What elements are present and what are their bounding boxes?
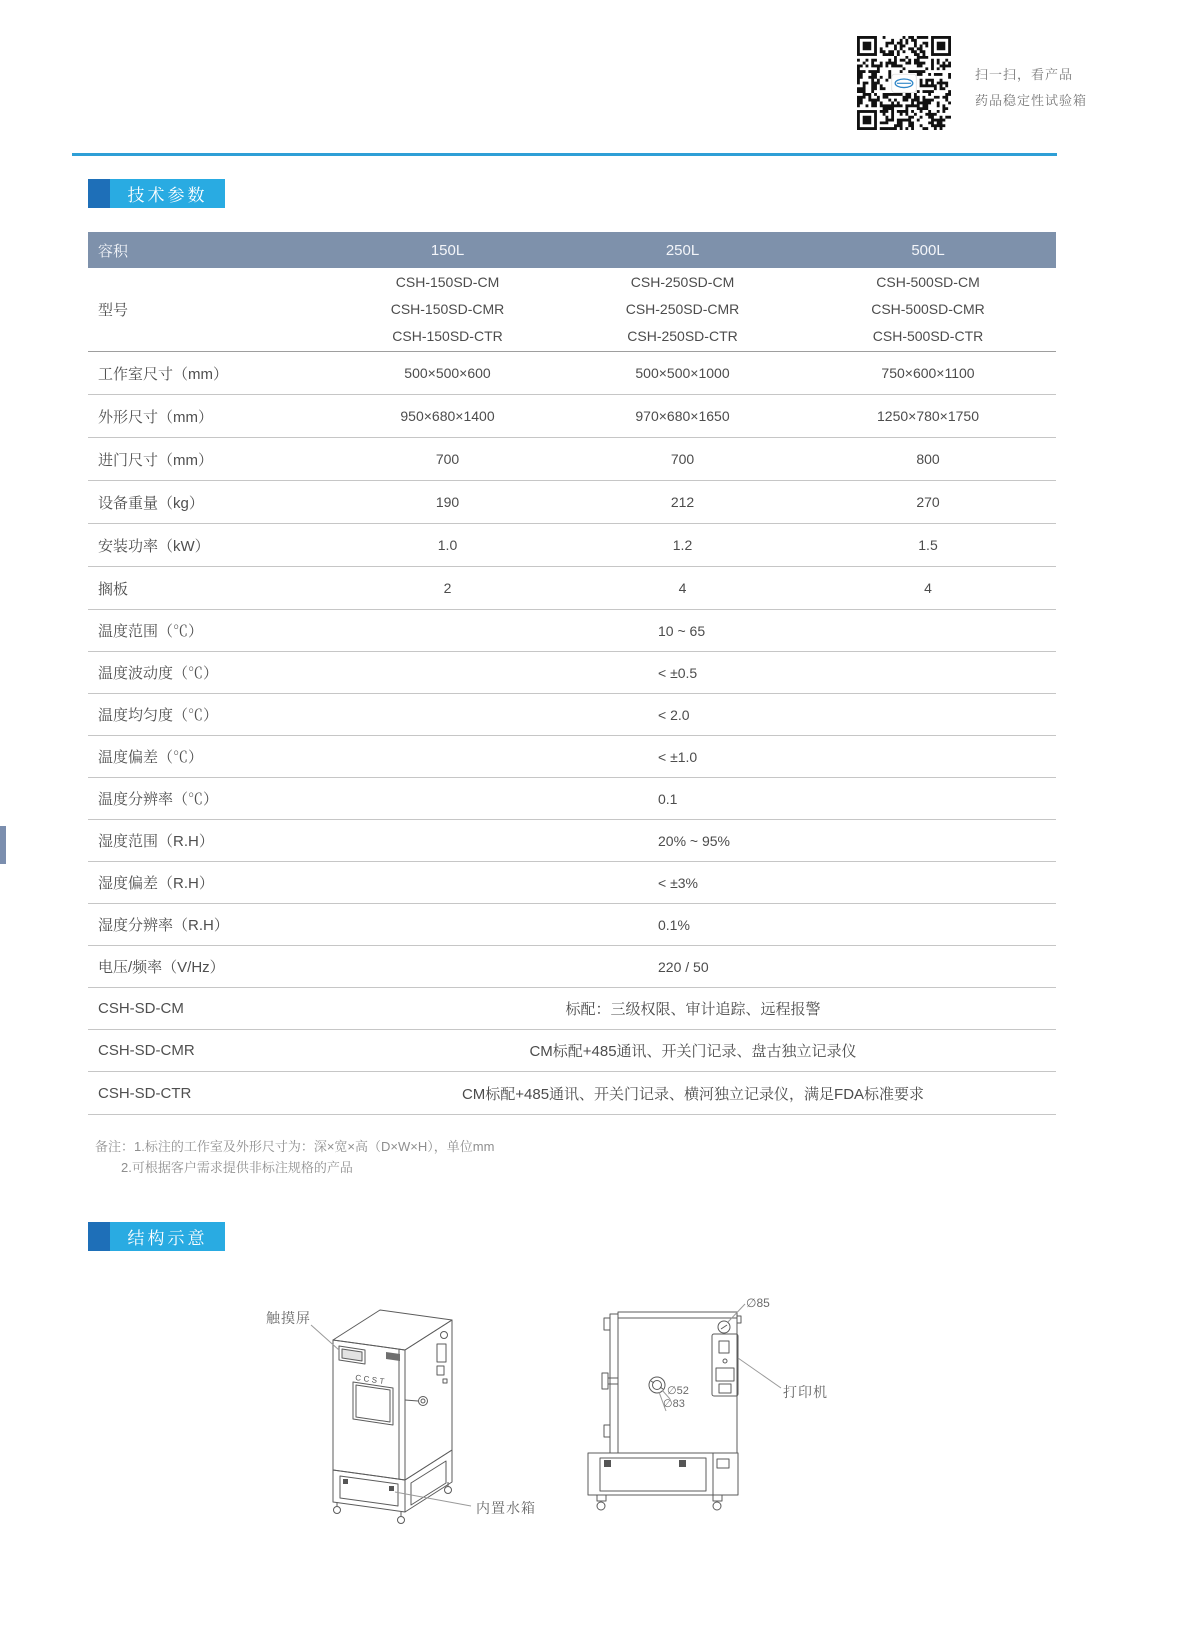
printer-leader xyxy=(738,1358,781,1388)
door-handle xyxy=(419,1397,428,1406)
dia83-dimension-label: ∅83 xyxy=(663,1398,685,1410)
row-temp-fluctuation: 温度波动度（℃） < ±0.5 xyxy=(88,652,1056,694)
header-col-250l: 250L xyxy=(665,241,700,259)
touch-screen-leader xyxy=(311,1325,339,1350)
door-window xyxy=(353,1382,393,1425)
row-shelves: 搁板 2 4 4 xyxy=(88,567,1056,610)
note-line-2: 2.可根据客户需求提供非标注规格的产品 xyxy=(121,1160,353,1175)
caster xyxy=(713,1502,721,1510)
cabinet-body xyxy=(618,1312,737,1453)
qr-code-image xyxy=(857,36,951,130)
cabinet-top-face xyxy=(333,1310,452,1350)
caster xyxy=(334,1507,341,1514)
title-text: 技术参数 xyxy=(110,179,225,208)
row-voltage-frequency: 电压/频率（V/Hz） 220 / 50 xyxy=(88,946,1056,988)
caster xyxy=(445,1487,452,1494)
water-tank-label: 内置水箱 xyxy=(476,1500,536,1516)
row-config-ctr: CSH-SD-CTR CM标配+485通讯、开关门记录、横河独立记录仪，满足FDA标准要求 xyxy=(88,1072,1056,1115)
qr-code xyxy=(857,36,951,135)
header-col-500l: 500L xyxy=(911,241,945,259)
row-temp-deviation: 温度偏差（℃） < ±1.0 xyxy=(88,736,1056,778)
title-accent-square xyxy=(88,1222,110,1251)
touch-screen-label: 触摸屏 xyxy=(266,1310,311,1326)
row-temp-resolution: 温度分辨率（℃） 0.1 xyxy=(88,778,1056,820)
qr-caption-line1: 扫一扫，看产品 xyxy=(975,67,1074,82)
qr-center-logo xyxy=(892,74,916,92)
dia52-dimension-label: ∅52 xyxy=(667,1385,689,1397)
header-col-150l: 150L xyxy=(430,241,465,259)
row-exterior-size: 外形尺寸（mm） 950×680×1400 970×680×1650 1250×780×1750 xyxy=(88,395,1056,438)
caster xyxy=(597,1502,605,1510)
row-temp-range: 温度范围（℃） 10 ~ 65 xyxy=(88,610,1056,652)
title-text: 结构示意 xyxy=(110,1222,225,1251)
note-line-1: 备注：1.标注的工作室及外形尺寸为：深×宽×高（D×W×H），单位mm xyxy=(95,1139,495,1154)
table-header-row xyxy=(88,232,1056,268)
row-chamber-size: 工作室尺寸（mm） 500×500×600 500×500×1000 750×600×1100 xyxy=(88,352,1056,395)
qr-caption-line2: 药品稳定性试验箱 xyxy=(975,93,1088,108)
page-edge-marker xyxy=(0,826,6,864)
row-config-cmr: CSH-SD-CMR CM标配+485通讯、开关门记录、盘古独立记录仪 xyxy=(88,1030,1056,1072)
row-model: 型号 CSH-150SD-CM CSH-150SD-CMR CSH-150SD-CTR CSH-250SD-CM CSH-250SD-CMR CSH-250SD-CTR CSH-500SD-CM CSH-500SD-CMR CSH-500SD-CTR xyxy=(88,268,1056,352)
spec-table xyxy=(88,232,1056,1115)
header-label: 容积 xyxy=(98,242,129,260)
caster xyxy=(398,1517,405,1524)
row-power: 安装功率（kW） 1.0 1.2 1.5 xyxy=(88,524,1056,567)
printer-panel xyxy=(712,1334,738,1396)
section-title-structure xyxy=(88,1222,225,1251)
row-humidity-resolution: 湿度分辨率（R.H） 0.1% xyxy=(88,904,1056,946)
door-handle xyxy=(602,1373,608,1389)
row-temp-uniformity: 温度均匀度（℃） < 2.0 xyxy=(88,694,1056,736)
title-accent-square xyxy=(88,179,110,208)
base-compartment xyxy=(588,1453,738,1495)
row-humidity-deviation: 湿度偏差（R.H） < ±3% xyxy=(88,862,1056,904)
row-config-cm: CSH-SD-CM 标配：三级权限、审计追踪、远程报警 xyxy=(88,988,1056,1030)
structure-diagram-isometric xyxy=(255,1240,555,1535)
section-title-tech-params xyxy=(88,179,225,208)
brand-badge xyxy=(386,1352,400,1361)
row-humidity-range: 湿度范围（R.H） 20% ~ 95% xyxy=(88,820,1056,862)
header-divider-line xyxy=(72,153,1057,156)
row-door-size: 进门尺寸（mm） 700 700 800 xyxy=(88,438,1056,481)
cabinet-logo-text: CCST xyxy=(354,1373,388,1387)
row-weight: 设备重量（kg） 190 212 270 xyxy=(88,481,1056,524)
dia85-dimension-label: ∅85 xyxy=(746,1296,770,1310)
printer-label: 打印机 xyxy=(783,1384,828,1400)
